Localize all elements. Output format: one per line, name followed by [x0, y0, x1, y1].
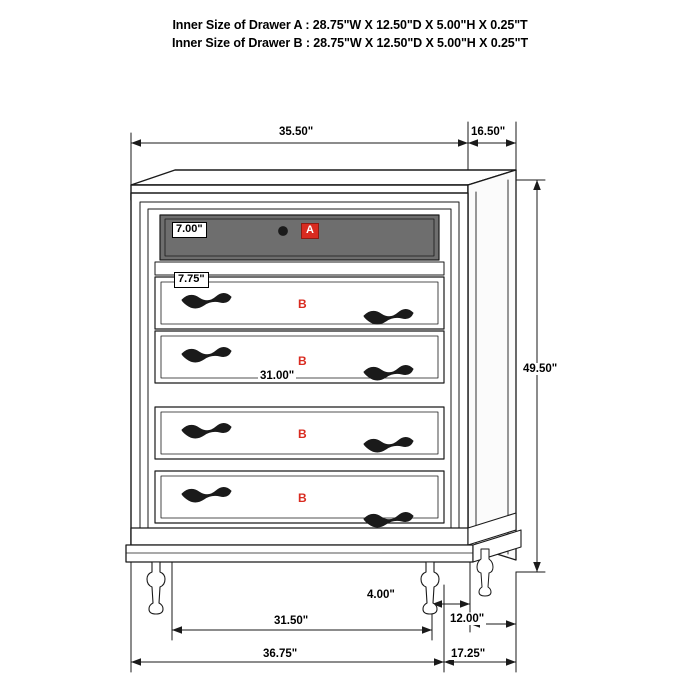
- dim-drawer-a-height: 7.00": [172, 222, 207, 238]
- dim-drawer-b-height: 7.75": [174, 272, 209, 288]
- callout-drawer-b-1: B: [298, 297, 307, 311]
- dim-bottom-depth: 17.25": [451, 648, 486, 660]
- dim-leg-height: 4.00": [367, 589, 395, 601]
- callout-drawer-b-2: B: [298, 354, 307, 368]
- dim-overall-height: 49.50": [523, 363, 558, 375]
- callout-drawer-b-4: B: [298, 491, 307, 505]
- callout-drawer-a: A: [301, 223, 319, 239]
- dim-drawer-inner-width: 31.00": [260, 370, 295, 382]
- callout-drawer-b-3: B: [298, 427, 307, 441]
- dim-base-depth-small: 12.00": [450, 613, 485, 625]
- dim-top-width: 35.50": [279, 126, 314, 138]
- dim-bottom-width: 36.75": [263, 648, 298, 660]
- dim-base-width: 31.50": [274, 615, 309, 627]
- dim-top-depth: 16.50": [471, 126, 506, 138]
- header-line-2: Inner Size of Drawer B : 28.75"W X 12.50"D X 5.00"H X 0.25"T: [171, 36, 529, 50]
- header-line-1: Inner Size of Drawer A : 28.75"W X 12.50"D X 5.00"H X 0.25"T: [172, 18, 528, 32]
